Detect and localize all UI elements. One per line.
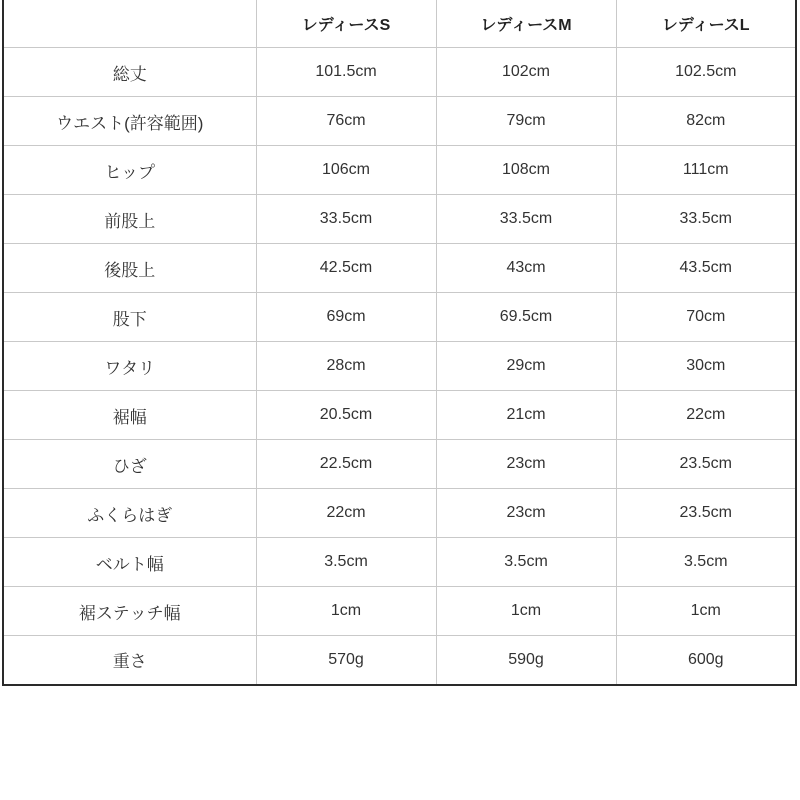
table-row bbox=[3, 244, 796, 293]
size-value-cell: 108cm bbox=[436, 146, 616, 195]
size-value-cell: 22cm bbox=[616, 391, 796, 440]
column-header: レディースM bbox=[436, 0, 616, 48]
row-label: ひざ bbox=[3, 440, 256, 489]
row-label: ふくらはぎ bbox=[3, 489, 256, 538]
row-label: 裾幅 bbox=[3, 391, 256, 440]
size-value-cell: 1cm bbox=[256, 587, 436, 636]
size-value-cell: 22cm bbox=[256, 489, 436, 538]
size-value-cell: 106cm bbox=[256, 146, 436, 195]
size-value-cell: 23cm bbox=[436, 489, 616, 538]
table-row bbox=[3, 97, 796, 146]
table-row bbox=[3, 293, 796, 342]
row-label: 総丈 bbox=[3, 48, 256, 97]
column-header: レディースL bbox=[616, 0, 796, 48]
size-value-cell: 30cm bbox=[616, 342, 796, 391]
size-value-cell: 42.5cm bbox=[256, 244, 436, 293]
row-label: 裾ステッチ幅 bbox=[3, 587, 256, 636]
size-value-cell: 43.5cm bbox=[616, 244, 796, 293]
size-value-cell: 22.5cm bbox=[256, 440, 436, 489]
table-row bbox=[3, 538, 796, 587]
size-value-cell: 23cm bbox=[436, 440, 616, 489]
row-label: ウエスト(許容範囲) bbox=[3, 97, 256, 146]
table-row bbox=[3, 391, 796, 440]
size-value-cell: 102.5cm bbox=[616, 48, 796, 97]
row-label: 前股上 bbox=[3, 195, 256, 244]
size-value-cell: 21cm bbox=[436, 391, 616, 440]
size-value-cell: 33.5cm bbox=[256, 195, 436, 244]
row-label: ベルト幅 bbox=[3, 538, 256, 587]
size-value-cell: 23.5cm bbox=[616, 440, 796, 489]
table-row bbox=[3, 48, 796, 97]
size-value-cell: 20.5cm bbox=[256, 391, 436, 440]
size-value-cell: 111cm bbox=[616, 146, 796, 195]
table-row bbox=[3, 146, 796, 195]
column-header: レディースS bbox=[256, 0, 436, 48]
size-value-cell: 23.5cm bbox=[616, 489, 796, 538]
size-value-cell: 29cm bbox=[436, 342, 616, 391]
size-value-cell: 82cm bbox=[616, 97, 796, 146]
size-value-cell: 76cm bbox=[256, 97, 436, 146]
size-value-cell: 570g bbox=[256, 636, 436, 685]
size-value-cell: 3.5cm bbox=[616, 538, 796, 587]
header-row bbox=[3, 0, 796, 48]
table-row bbox=[3, 587, 796, 636]
table-row bbox=[3, 195, 796, 244]
table-row bbox=[3, 342, 796, 391]
size-chart-table bbox=[2, 0, 797, 686]
size-value-cell: 600g bbox=[616, 636, 796, 685]
row-label: 股下 bbox=[3, 293, 256, 342]
size-value-cell: 101.5cm bbox=[256, 48, 436, 97]
size-value-cell: 33.5cm bbox=[616, 195, 796, 244]
size-value-cell: 69cm bbox=[256, 293, 436, 342]
table-row bbox=[3, 489, 796, 538]
size-value-cell: 69.5cm bbox=[436, 293, 616, 342]
size-value-cell: 70cm bbox=[616, 293, 796, 342]
size-value-cell: 590g bbox=[436, 636, 616, 685]
row-label: 後股上 bbox=[3, 244, 256, 293]
size-value-cell: 102cm bbox=[436, 48, 616, 97]
table-row bbox=[3, 440, 796, 489]
size-value-cell: 33.5cm bbox=[436, 195, 616, 244]
size-value-cell: 1cm bbox=[436, 587, 616, 636]
size-value-cell: 28cm bbox=[256, 342, 436, 391]
size-value-cell: 3.5cm bbox=[436, 538, 616, 587]
row-label: ワタリ bbox=[3, 342, 256, 391]
table-row bbox=[3, 636, 796, 685]
size-value-cell: 1cm bbox=[616, 587, 796, 636]
row-label: 重さ bbox=[3, 636, 256, 685]
size-value-cell: 79cm bbox=[436, 97, 616, 146]
size-value-cell: 43cm bbox=[436, 244, 616, 293]
corner-cell bbox=[3, 0, 256, 48]
row-label: ヒップ bbox=[3, 146, 256, 195]
size-value-cell: 3.5cm bbox=[256, 538, 436, 587]
